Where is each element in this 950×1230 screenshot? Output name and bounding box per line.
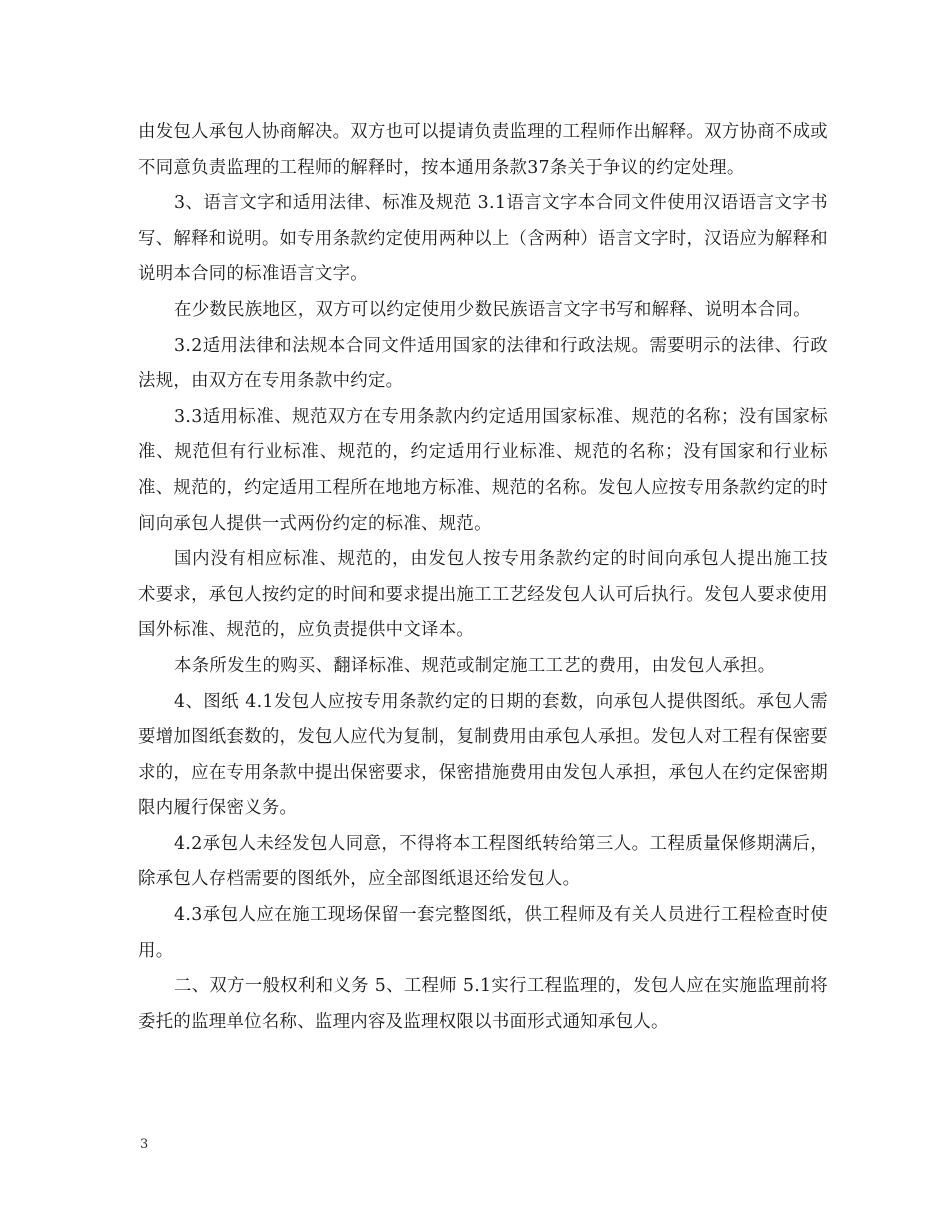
paragraph: 4.2承包人未经发包人同意，不得将本工程图纸转给第三人。工程质量保修期满后，除承包人存档需要的图纸外，应全部图纸退还给发包人。 [138, 833, 828, 890]
paragraph: 3.3适用标准、规范双方在专用条款内约定适用国家标准、规范的名称；没有国家标准、规范但有行业标准、规范的，约定适用行业标准、规范的名称；没有国家和行业标准、规范的，约定适用工程所在地地方标准、规范的名称。发包人应按专用条款约定的时间向承包人提供一式两份约定的标准、规范。 [138, 406, 828, 534]
document-body [138, 115, 828, 1040]
paragraph: 4、图纸 4.1发包人应按专用条款约定的日期的套数，向承包人提供图纸。承包人需要增加图纸套数的，发包人应代为复制，复制费用由承包人承担。发包人对工程有保密要求的，应在专用条款中提出保密要求，保密措施费用由发包人承担，承包人在约定保密期限内履行保密义务。 [138, 691, 828, 819]
page-number: 3 [140, 1137, 149, 1152]
paragraph: 本条所发生的购买、翻译标准、规范或制定施工工艺的费用，由发包人承担。 [174, 655, 776, 676]
paragraph: 3.2适用法律和法规本合同文件适用国家的法律和行政法规。需要明示的法律、行政法规，由双方在专用条款中约定。 [138, 335, 828, 392]
paragraph: 国内没有相应标准、规范的，由发包人按专用条款约定的时间向承包人提出施工技术要求，承包人按约定的时间和要求提出施工工艺经发包人认可后执行。发包人要求使用国外标准、规范的，应负责提供中文译本。 [138, 549, 828, 641]
paragraph: 在少数民族地区，双方可以约定使用少数民族语言文字书写和解释、说明本合同。 [174, 299, 811, 320]
paragraph: 二、双方一般权利和义务 5、工程师 5.1实行工程监理的，发包人应在实施监理前将委托的监理单位名称、监理内容及监理权限以书面形式通知承包人。 [138, 976, 828, 1032]
paragraph: 4.3承包人应在施工现场保留一套完整图纸，供工程师及有关人员进行工程检查时使用。 [138, 905, 828, 961]
paragraph: 由发包人承包人协商解决。双方也可以提请负责监理的工程师作出解释。双方协商不成或不同意负责监理的工程师的解释时，按本通用条款37条关于争议的约定处理。 [138, 122, 828, 178]
paragraph: 3、语言文字和适用法律、标准及规范 3.1语言文字本合同文件使用汉语语言文字书写、解释和说明。如专用条款约定使用两种以上（含两种）语言文字时，汉语应为解释和说明本合同的标准语言文字。 [138, 193, 828, 285]
